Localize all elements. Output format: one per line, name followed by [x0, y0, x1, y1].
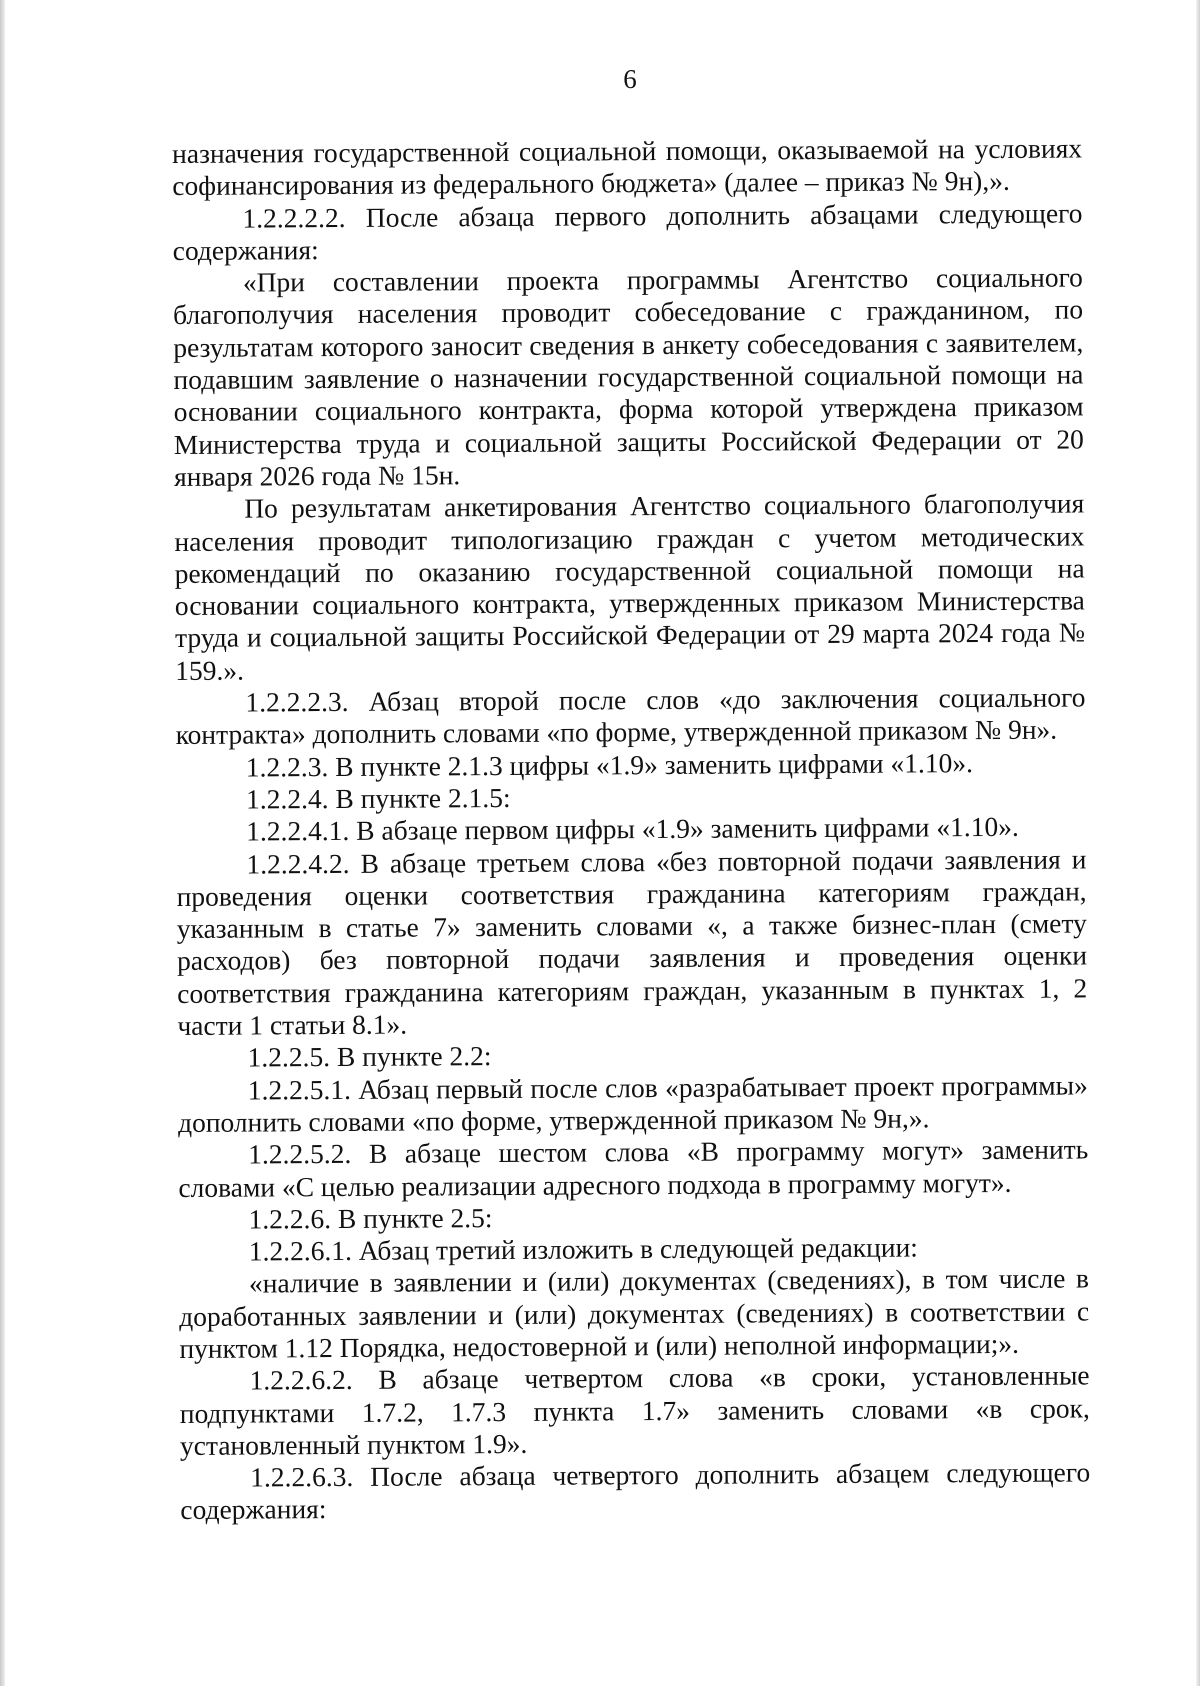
paragraph: «наличие в заявлении и (или) документах (сведениях), в том числе в доработанных заявлении и (или) документах (сведениях) в соответствии с пунктом 1.12 Порядка, недостоверной и (или) неполной информации;».: [179, 1262, 1090, 1364]
paragraph: 1.2.2.4. В пункте 2.1.5:: [245, 781, 511, 815]
paragraph: 1.2.2.6.1. Абзац третий изложить в следующей редакции:: [248, 1231, 918, 1267]
document-body: [172, 132, 1090, 1526]
paragraph: 1.2.2.6.3. После абзаца четвертого дополнить абзацем следующего содержания:: [180, 1456, 1091, 1526]
paragraph: 1.2.2.2.2. После абзаца первого дополнить абзацами следующего содержания:: [172, 197, 1083, 266]
paragraph: 1.2.2.3. В пункте 2.1.3 цифры «1.9» заменить цифрами «1.10».: [245, 746, 974, 783]
paragraph: 1.2.2.6.2. В абзаце четвертом слова «в сроки, установленные подпунктами 1.7.2, 1.7.3 пункта 1.7» заменить словами «в срок, установленный пунктом 1.9».: [179, 1359, 1090, 1461]
page-number: 6: [623, 64, 637, 94]
paragraph: 1.2.2.2.3. Абзац второй после слов «до заключения социального контракта» дополнить словами «по форме, утвержденной приказом № 9н».: [175, 681, 1086, 751]
paragraph: 1.2.2.5.2. В абзаце шестом слова «В программу могут» заменить словами «С целью реализации адресного подхода в программу могут».: [178, 1133, 1089, 1203]
paragraph: По результатам анкетирования Агентство социального благополучия населения проводит типологизацию граждан с учетом методических рекомендаций по оказанию государственной социальной помощи на основании социального контракта, утвержденных приказом Министерства труда и социальной защиты Российской Федерации от 29 марта 2024 года № 159.».: [174, 487, 1086, 686]
scan-edge-right: [1196, 0, 1200, 1686]
paragraph: 1.2.2.5.1. Абзац первый после слов «разрабатывает проект программы» дополнить словами «по форме, утвержденной приказом № 9н,».: [177, 1069, 1088, 1138]
paragraph: 1.2.2.4.2. В абзаце третьем слова «без повторной подачи заявления и проведения оценки соответствия гражданина категориям граждан, указанным в статье 7» заменить словами «, а также бизнес-план (смету расходов) без повторной подачи заявления и проведения оценки соответствия гражданина категориям граждан, указанным в пунктах 1, 2 части 1 статьи 8.1».: [176, 842, 1088, 1041]
paragraph: 1.2.2.5. В пункте 2.2:: [247, 1040, 492, 1073]
paragraph: «При составлении проекта программы Агентство социального благополучия населения проводит собеседование с гражданином, по результатам которого заносит сведения в анкету собеседования с заявителем, подавшим заявление о назначении государственной социальной помощи на основании социального контракта, форма которой утверждена приказом Министерства труда и социальной защиты Российской Федерации от 20 января 2026 года № 15н.: [172, 261, 1084, 492]
scan-edge-left: [0, 0, 5, 1686]
paragraph: назначения государственной социальной помощи, оказываемой на условиях софинансирования из федерального бюджета» (далее – приказ № 9н),».: [172, 132, 1083, 202]
paragraph: 1.2.2.6. В пункте 2.5:: [248, 1201, 493, 1235]
paragraph: 1.2.2.4.1. В абзаце первом цифры «1.9» заменить цифрами «1.10».: [246, 811, 1019, 847]
